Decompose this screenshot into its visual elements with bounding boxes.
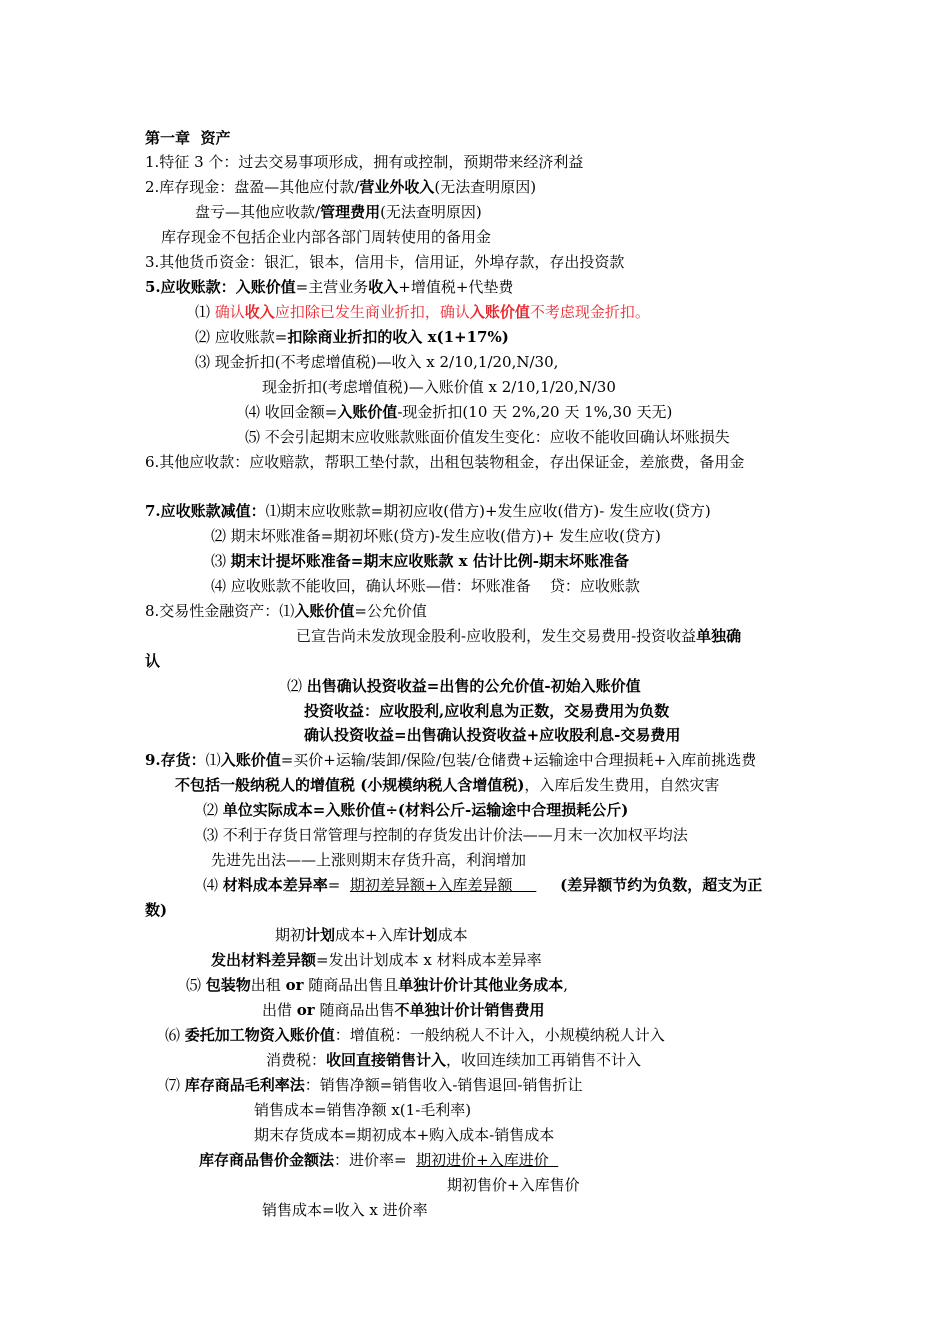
text-run: ：销售净额=销售收入-销售退回-销售折让 xyxy=(304,1076,583,1094)
text-line xyxy=(195,302,650,322)
text-run: ⑶ xyxy=(211,552,231,570)
text-run: 2.库存现金：盘盈—其他应付款/ xyxy=(145,178,360,196)
text-run: 不单独计价计销售费用 xyxy=(394,1001,545,1019)
text-run: 随商品出售 xyxy=(314,1001,395,1019)
text-run: ：进价率= xyxy=(334,1151,417,1169)
text-run: 计划 xyxy=(305,926,336,944)
text-run: 单独计价计其他业务成本 xyxy=(398,976,564,994)
text-line xyxy=(203,825,688,845)
text-run: 营业外收入 xyxy=(359,178,435,196)
text-run: 销售成本=销售净额 x(1-毛利率) xyxy=(254,1101,472,1119)
text-run: ：增值税：一般纳税人不计入，小规模纳税人计入 xyxy=(334,1026,665,1044)
text-run: (无法查明原因) xyxy=(434,178,537,196)
text-line xyxy=(262,1200,428,1220)
text-run: = xyxy=(327,876,350,894)
text-run: 计划 xyxy=(407,926,438,944)
text-run: 库存商品毛利率法 xyxy=(184,1076,305,1094)
text-run: 收入 xyxy=(244,303,275,321)
text-line xyxy=(145,452,810,472)
text-line xyxy=(145,152,583,172)
text-line xyxy=(145,651,160,671)
text-run: ⑵ 期末坏账准备=期初坏账(贷方)-发生应收(借方)+ 发生应收(贷方) xyxy=(211,527,661,545)
text-run: 7.应收账款减值： xyxy=(145,502,266,520)
text-line xyxy=(304,701,669,721)
text-run: 投资收益：应收股利,应收利息为正数，交易费用为负数 xyxy=(304,702,670,720)
text-line xyxy=(195,327,509,347)
text-run: 期初进价+入库进价 xyxy=(416,1151,559,1169)
text-line xyxy=(145,277,513,297)
text-run: 收入 xyxy=(368,278,399,296)
text-line xyxy=(211,850,526,870)
text-run: or xyxy=(285,976,304,994)
text-run: 销售成本=收入 x 进价率 xyxy=(262,1201,428,1219)
text-run: 成本 xyxy=(437,926,468,944)
text-line xyxy=(199,1150,558,1170)
text-line xyxy=(165,1025,665,1045)
text-run: 消费税： xyxy=(266,1051,327,1069)
text-run: 6.其他应收款：应收赔款，帮职工垫付款，出租包装物租金，存出保证金，差旅费，备用金 xyxy=(145,453,745,471)
text-run: -现金折扣(10 天 2%,20 天 1%,30 天无) xyxy=(397,403,673,421)
text-run: ，入库后发生费用，自然灾害 xyxy=(524,776,720,794)
text-run: 1.特征 3 个：过去交易事项形成，拥有或控制，预期带来经济利益 xyxy=(145,153,584,171)
text-line xyxy=(262,1000,545,1020)
text-line xyxy=(203,875,762,895)
text-run: ⑴期末应收账款=期初应收(借方)+发生应收(借方)- 发生应收(贷方) xyxy=(265,502,711,520)
text-run: 期初售价+入库售价 xyxy=(447,1176,580,1194)
text-run: 5.应收账款：入账价值 xyxy=(145,278,296,296)
text-run: =主营业务 xyxy=(295,278,369,296)
text-run: ⑶ 现金折扣(不考虑增值税)—收入 x 2/10,1/20,N/30, xyxy=(195,353,559,371)
text-run: 管理费用 xyxy=(320,203,381,221)
text-line xyxy=(145,177,536,197)
text-line xyxy=(211,526,661,546)
text-run: 委托加工物资入账价值 xyxy=(184,1026,335,1044)
text-line xyxy=(245,427,730,447)
text-run: +增值税+代垫费 xyxy=(398,278,514,296)
text-run: 期初差异额+入库差异额 xyxy=(349,876,537,894)
text-line xyxy=(175,775,719,795)
text-run: ⑵ xyxy=(203,801,223,819)
text-run: 不考虑现金折扣。 xyxy=(529,303,650,321)
text-line xyxy=(296,626,741,646)
text-run: 先进先出法——上涨则期末存货升高，利润增加 xyxy=(211,851,527,869)
text-run: =买价+运输/装卸/保险/包装/仓储费+运输途中合理损耗+入库前挑选费 xyxy=(280,751,757,769)
text-run: ⑷ 应收账款不能收回，确认坏账—借：坏账准备 贷：应收账款 xyxy=(211,577,640,595)
text-run: ⑺ xyxy=(165,1076,185,1094)
text-run: 库存现金不包括企业内部各部门周转使用的备用金 xyxy=(161,228,492,246)
text-run: , xyxy=(563,976,569,994)
text-run xyxy=(536,876,560,894)
text-run: 数) xyxy=(145,901,168,919)
text-line xyxy=(165,1075,583,1095)
text-line xyxy=(245,402,672,422)
text-line xyxy=(447,1175,580,1195)
text-line xyxy=(211,551,629,571)
text-run: ⑹ xyxy=(165,1026,185,1044)
text-line xyxy=(145,750,756,770)
text-run: =发出计划成本 x 材料成本差异率 xyxy=(316,951,542,969)
text-line xyxy=(254,1125,554,1145)
text-line xyxy=(304,725,680,745)
text-line xyxy=(266,1050,641,1070)
text-line xyxy=(145,252,624,272)
text-run: ⑵ 应收账款= xyxy=(195,328,288,346)
text-run: 库存商品售价金额法 xyxy=(199,1151,335,1169)
text-run: 入账价值 xyxy=(469,303,530,321)
text-line xyxy=(145,601,427,621)
text-run: 扣除商业折扣的收入 x(1+17%) xyxy=(287,328,509,346)
text-run: 确认投资收益=出售确认投资收益+应收股利息-交易费用 xyxy=(304,726,681,744)
text-run: 3.其他货币资金：银汇，银本，信用卡，信用证，外埠存款，存出投资款 xyxy=(145,253,625,271)
text-run: ⑶ 不利于存货日常管理与控制的存货发出计价法——月末一次加权平均法 xyxy=(203,826,688,844)
text-run: 不包括一般纳税人的增值税 (小规模纳税人含增值税) xyxy=(175,776,525,794)
text-run: 收回直接销售计入 xyxy=(326,1051,447,1069)
text-line xyxy=(275,925,468,945)
text-run: 现金折扣(考虑增值税)—入账价值 x 2/10,1/20,N/30 xyxy=(262,378,616,396)
text-run: 出租 xyxy=(250,976,286,994)
text-run: ⑷ 收回金额= xyxy=(245,403,338,421)
text-run: 单独确 xyxy=(696,627,742,645)
text-run: 盘亏—其他应收款/ xyxy=(195,203,321,221)
text-run: 应扣除已发生商业折扣，确认 xyxy=(274,303,470,321)
text-run: 8.交易性金融资产：⑴ xyxy=(145,602,295,620)
text-line xyxy=(145,501,711,521)
text-run: 单位实际成本=入账价值÷(材料公斤-运输途中合理损耗公斤) xyxy=(222,801,629,819)
text-line xyxy=(145,128,230,148)
text-run: =公允价值 xyxy=(354,602,427,620)
text-run: (差异额节约为负数，超支为正 xyxy=(560,876,763,894)
text-line xyxy=(203,800,628,820)
text-run: 期初 xyxy=(275,926,306,944)
text-line xyxy=(211,576,640,596)
text-line xyxy=(287,676,641,696)
text-line xyxy=(195,352,558,372)
text-line xyxy=(186,975,568,995)
text-run: 认 xyxy=(145,652,161,670)
text-run: ⑸ 不会引起期末应收账款账面价值发生变化：应收不能收回确认坏账损失 xyxy=(245,428,730,446)
text-line xyxy=(254,1100,471,1120)
text-run: ，收回连续加工再销售不计入 xyxy=(446,1051,642,1069)
text-run: 期末存货成本=期初成本+购入成本-销售成本 xyxy=(254,1126,555,1144)
text-line xyxy=(145,900,167,920)
text-run: 已宣告尚未发放现金股利-应收股利，发生交易费用-投资收益 xyxy=(296,627,697,645)
text-run: 随商品出售且 xyxy=(303,976,399,994)
text-line xyxy=(161,227,491,247)
text-run: ⑴ xyxy=(195,303,215,321)
text-line xyxy=(262,377,616,397)
text-run: ⑴ xyxy=(205,751,221,769)
text-run: 入账价值 xyxy=(294,602,355,620)
text-line xyxy=(195,202,482,222)
text-run: 成本+入库 xyxy=(335,926,408,944)
text-run: or xyxy=(296,1001,315,1019)
text-run: 9.存货： xyxy=(145,751,206,769)
text-run: 第一章 资产 xyxy=(145,129,231,147)
text-run: (无法查明原因) xyxy=(380,203,482,221)
text-run: 期末计提坏账准备=期末应收账款 x 估计比例-期末坏账准备 xyxy=(230,552,629,570)
text-run: ⑸ xyxy=(186,976,206,994)
text-run: 包装物 xyxy=(205,976,251,994)
text-run: 材料成本差异率 xyxy=(222,876,328,894)
text-run: 出借 xyxy=(262,1001,297,1019)
text-run: 入账价值 xyxy=(337,403,398,421)
text-run: ⑷ xyxy=(203,876,223,894)
text-run: 入账价值 xyxy=(220,751,281,769)
text-line xyxy=(211,950,542,970)
text-run: 出售确认投资收益=出售的公允价值-初始入账价值 xyxy=(306,677,641,695)
text-run: ⑵ xyxy=(287,677,307,695)
text-run: 发出材料差异额 xyxy=(211,951,317,969)
text-run: 确认 xyxy=(214,303,245,321)
